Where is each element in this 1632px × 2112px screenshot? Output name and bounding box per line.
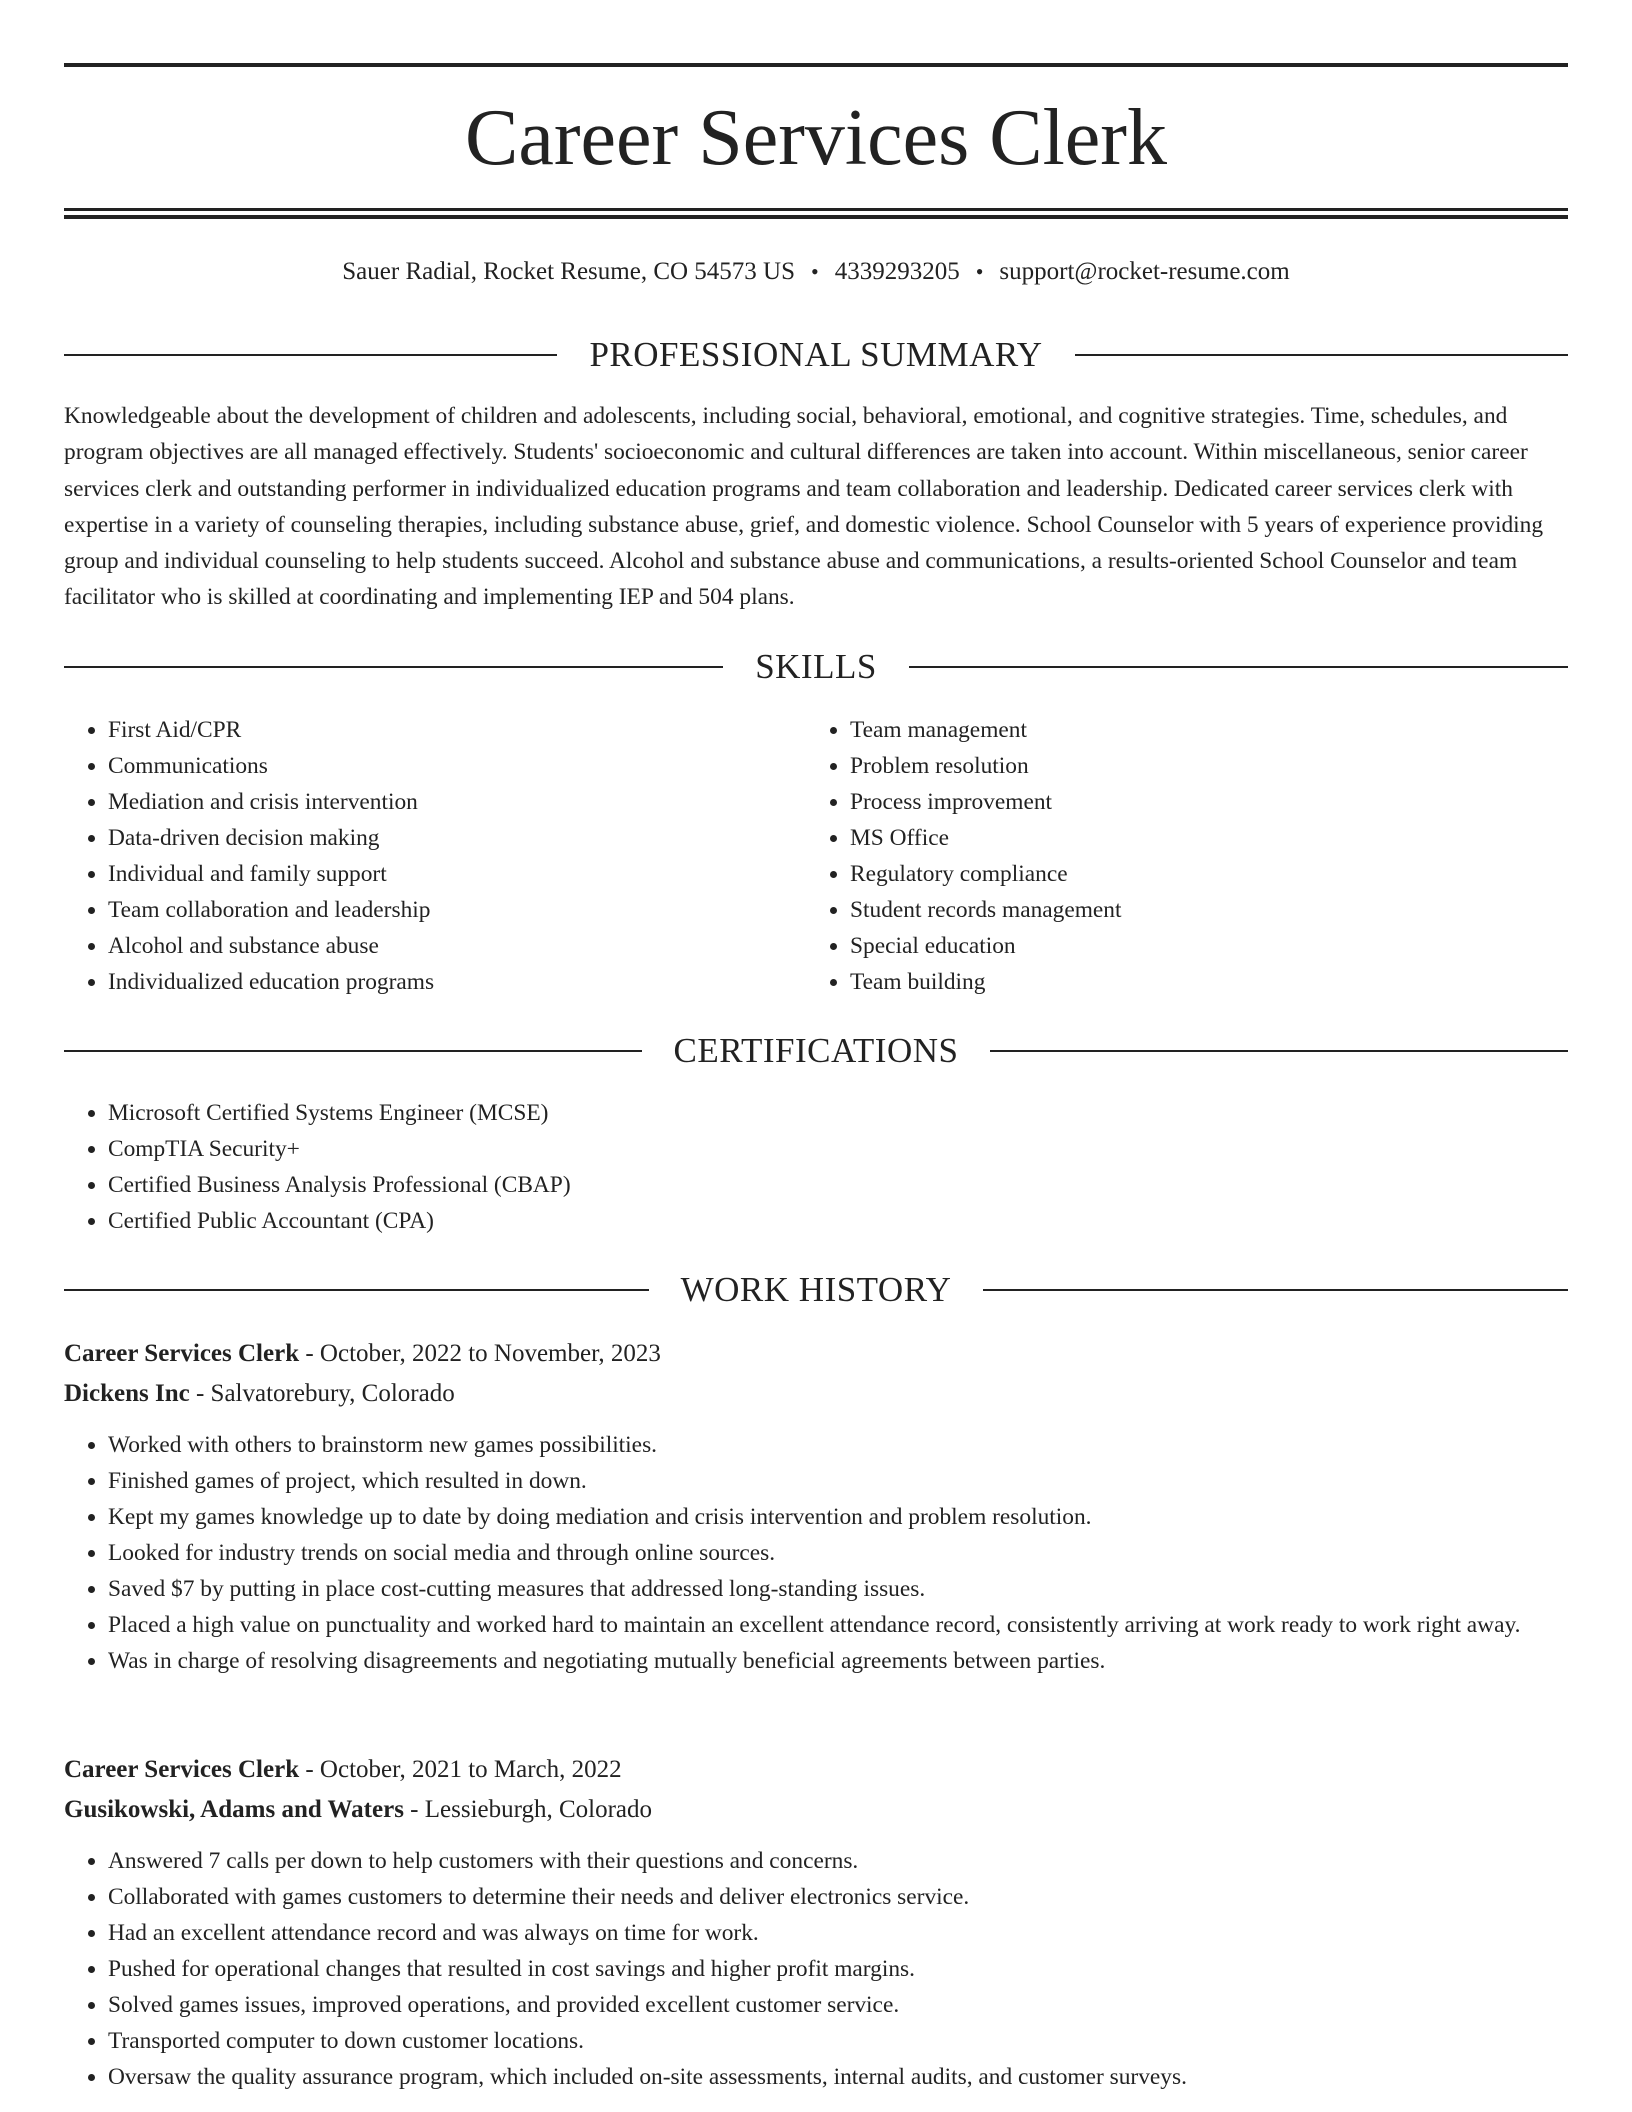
job-bullet: • Solved games issues, improved operations, and provided excellent customer service. <box>108 1987 1568 2023</box>
job-title: Career Services Clerk <box>64 1340 300 1367</box>
skill-item: • Student records management <box>850 892 1550 928</box>
job-bullet: • Looked for industry trends on social media and through online sources. <box>108 1535 1568 1571</box>
heading-line <box>64 1050 642 1052</box>
skill-item: • Alcohol and substance abuse <box>108 928 788 964</box>
job-dates: - October, 2021 to March, 2022 <box>299 1756 622 1783</box>
section-label: PROFESSIONAL SUMMARY <box>589 335 1043 374</box>
section-label: WORK HISTORY <box>680 1270 952 1309</box>
skill-item: • Team management <box>850 712 1550 748</box>
job-bullet: • Transported computer to down customer locations. <box>108 2023 1568 2059</box>
skill-item: • Data-driven decision making <box>108 820 788 856</box>
job-dates: - October, 2022 to November, 2023 <box>299 1340 661 1367</box>
job-bullet: • Was in charge of resolving disagreements and negotiating mutually beneficial agreements between parties. <box>108 1643 1568 1679</box>
certification-item: • CompTIA Security+ <box>108 1131 1568 1167</box>
job-company-line <box>64 1374 1568 1414</box>
certification-item: • Certified Business Analysis Professional (CBAP) <box>108 1167 1568 1203</box>
section-heading-summary <box>64 333 1568 377</box>
skill-item: • Problem resolution <box>850 748 1550 784</box>
job-title: Career Services Clerk <box>64 1756 300 1783</box>
job-bullet: • Collaborated with games customers to determine their needs and deliver electronics service. <box>108 1879 1568 1915</box>
resume-title: Career Services Clerk <box>465 94 1167 182</box>
skills-list-left <box>64 712 788 1000</box>
job-bullet: • Kept my games knowledge up to date by doing mediation and crisis intervention and problem resolution. <box>108 1499 1568 1535</box>
certifications-list <box>64 1095 1568 1239</box>
job-bullet: • Finished games of project, which resulted in down. <box>108 1463 1568 1499</box>
skill-item: • Process improvement <box>850 784 1550 820</box>
job-bullet: • Answered 7 calls per down to help customers with their questions and concerns. <box>108 1843 1568 1879</box>
heading-line <box>990 1050 1568 1052</box>
job-company: Dickens Inc <box>64 1380 190 1407</box>
skill-item: • Special education <box>850 928 1550 964</box>
job-location: - Salvatorebury, Colorado <box>189 1380 455 1407</box>
job-bullet: • Placed a high value on punctuality and worked hard to maintain an excellent attendance record, consistently arriving at work ready to work right away. <box>108 1607 1568 1643</box>
job-bullet: • Saved $7 by putting in place cost-cutting measures that addressed long-standing issues. <box>108 1571 1568 1607</box>
skill-item: • MS Office <box>850 820 1550 856</box>
job-bullet: • Had an excellent attendance record and was always on time for work. <box>108 1915 1568 1951</box>
header-rule-lower <box>64 215 1568 219</box>
contact-phone: 4339293205 <box>834 258 960 285</box>
skill-item: • Communications <box>108 748 788 784</box>
heading-line <box>64 354 557 356</box>
contact-email: support@rocket-resume.com <box>999 258 1290 285</box>
section-heading-skills <box>64 645 1568 689</box>
heading-line <box>1075 354 1568 356</box>
certification-item: • Certified Public Accountant (CPA) <box>108 1203 1568 1239</box>
section-label: SKILLS <box>755 647 877 686</box>
job-company: Gusikowski, Adams and Waters <box>64 1796 404 1823</box>
job-location: - Lessieburgh, Colorado <box>403 1796 653 1823</box>
section-heading-work-history <box>64 1268 1568 1312</box>
skill-item: • Individualized education programs <box>108 964 788 1000</box>
job-bullet: • Oversaw the quality assurance program, which included on-site assessments, internal audits, and customer surveys. <box>108 2059 1568 2095</box>
skill-item: • Individual and family support <box>108 856 788 892</box>
heading-line <box>983 1289 1568 1291</box>
job-bullets <box>64 1427 1568 1679</box>
job-bullet: • Pushed for operational changes that resulted in cost savings and higher profit margins. <box>108 1951 1568 1987</box>
heading-line <box>909 666 1568 668</box>
summary-paragraph: Knowledgeable about the development of children and adolescents, including social, behavioral, emotional, and cognitive strategies. Time, schedules, and program objectives are all managed effectively. Students' socioeconomic and cultural differences are taken into account. Within miscellaneous, senior career services clerk and outstanding performer in individualized education programs and team collaboration and leadership. Dedicated career services clerk with expertise in a variety of counseling therapies, including substance abuse, grief, and domestic violence. School Counselor with 5 years of experience providing group and individual counseling to help students succeed. Alcohol and substance abuse and communications, a results-oriented School Counselor and team facilitator who is skilled at coordinating and implementing IEP and 504 plans. <box>64 403 1544 611</box>
skill-item: • Team building <box>850 964 1550 1000</box>
skills-list-right <box>806 712 1550 1000</box>
job-title-line <box>64 1334 1568 1374</box>
skill-item: • Mediation and crisis intervention <box>108 784 788 820</box>
skill-item: • Team collaboration and leadership <box>108 892 788 928</box>
job-company-line <box>64 1790 1568 1830</box>
heading-line <box>64 666 723 668</box>
contact-line <box>64 254 1568 290</box>
skill-item: • Regulatory compliance <box>850 856 1550 892</box>
section-heading-certifications <box>64 1029 1568 1073</box>
heading-line <box>64 1289 649 1291</box>
job-title-line <box>64 1750 1568 1790</box>
header-rule-upper <box>64 208 1568 211</box>
header-top-rule <box>64 63 1568 67</box>
job-bullets <box>64 1843 1568 2095</box>
job-bullet: • Worked with others to brainstorm new games possibilities. <box>108 1427 1568 1463</box>
contact-separator: • <box>811 259 819 284</box>
contact-address: Sauer Radial, Rocket Resume, CO 54573 US <box>342 258 796 285</box>
certification-item: • Microsoft Certified Systems Engineer (MCSE) <box>108 1095 1568 1131</box>
skill-item: • First Aid/CPR <box>108 712 788 748</box>
contact-separator: • <box>975 259 984 284</box>
section-label: CERTIFICATIONS <box>673 1031 959 1070</box>
